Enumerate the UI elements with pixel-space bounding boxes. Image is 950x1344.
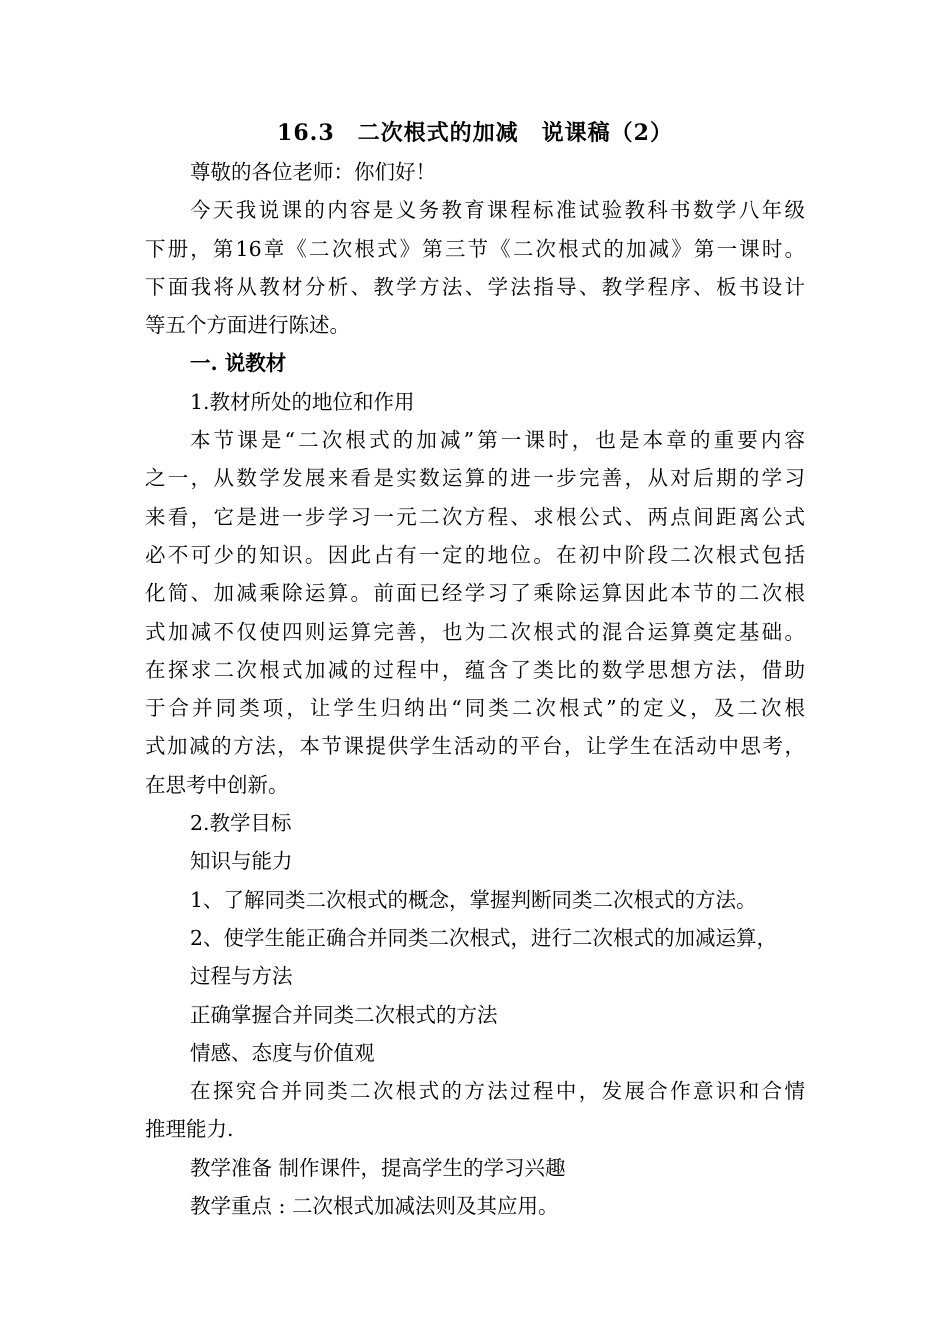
text-line: 知识与能力 [190, 849, 293, 874]
text-line: 式加减不仅使四则运算完善，也为二次根式的混合运算奠定基础。 [145, 619, 805, 644]
text-line: 之一，从数学发展来看是实数运算的进一步完善，从对后期的学习 [145, 466, 805, 491]
text-line: 正确掌握合并同类二次根式的方法 [190, 1002, 498, 1027]
document-title: 16.3 二次根式的加减 说课稿（2） [277, 120, 673, 146]
text-line: 化简、加减乘除运算。前面已经学习了乘除运算因此本节的二次根 [145, 581, 805, 606]
text-line: 下册，第16章《二次根式》第三节《二次根式的加减》第一课时。 [145, 236, 805, 261]
text-line: 来看，它是进一步学习一元二次方程、求根公式、两点间距离公式 [145, 504, 805, 529]
document-body [145, 153, 805, 1225]
text-line: 推理能力. [145, 1117, 234, 1142]
text-line: 在探究合并同类二次根式的方法过程中，发展合作意识和合情 [190, 1079, 805, 1104]
text-line: 1.教材所处的地位和作用 [190, 389, 415, 414]
text-line: 等五个方面进行陈述。 [145, 313, 350, 338]
text-line: 必不可少的知识。因此占有一定的地位。在初中阶段二次根式包括 [145, 542, 805, 567]
text-line: 尊敬的各位老师：你们好！ [190, 160, 436, 184]
section-heading: 一. 说教材 [190, 351, 287, 376]
text-line: 1、了解同类二次根式的概念，掌握判断同类二次根式的方法。 [190, 887, 757, 912]
text-line: 过程与方法 [190, 964, 293, 989]
text-line: 在探求二次根式加减的过程中，蕴含了类比的数学思想方法，借助 [145, 657, 805, 682]
text-line: 式加减的方法，本节课提供学生活动的平台，让学生在活动中思考， [145, 734, 805, 759]
text-line: 本节课是“二次根式的加减”第一课时，也是本章的重要内容 [190, 428, 805, 453]
text-line: 情感、态度与价值观 [190, 1040, 375, 1065]
text-line: 今天我说课的内容是义务教育课程标准试验教科书数学八年级 [190, 198, 805, 223]
text-line: 教学准备 制作课件，提高学生的学习兴趣 [190, 1155, 566, 1180]
text-line: 2.教学目标 [190, 811, 292, 836]
text-line: 于合并同类项，让学生归纳出“同类二次根式”的定义，及二次根 [145, 696, 805, 721]
text-line: 教学重点 : 二次根式加减法则及其应用。 [190, 1194, 559, 1219]
text-line: 2、使学生能正确合并同类二次根式，进行二次根式的加减运算， [190, 925, 778, 950]
text-line: 下面我将从教材分析、教学方法、学法指导、教学程序、板书设计 [145, 274, 805, 299]
text-line: 在思考中创新。 [145, 772, 289, 797]
